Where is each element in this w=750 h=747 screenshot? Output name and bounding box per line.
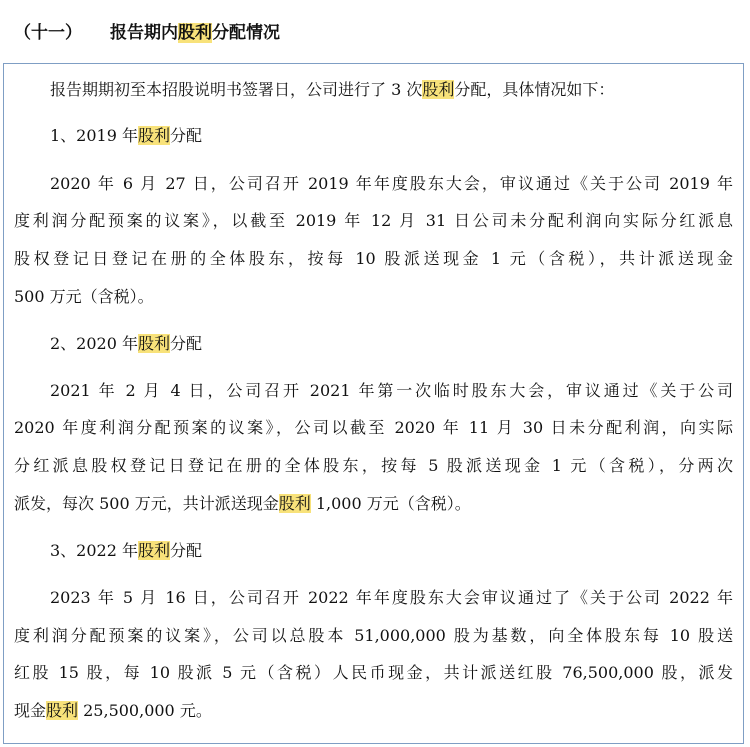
section-title: 报告期内股利分配情况 [110,22,280,43]
paragraph-line: 分红派息股权登记日登记在册的全体股东，按每 5 股派送现金 1 元（含税），分两次 [14,456,733,475]
section-number: （十一） [14,22,82,43]
subheading-2022: 3、2022 年股利分配 [50,541,203,560]
paragraph-line: 度利润分配预案的议案》，以截至 2019 年 12 月 31 日公司未分配利润向实际分红派息 [14,211,733,230]
subheading-2019: 1、2019 年股利分配 [50,126,203,145]
paragraph-line: 500 万元（含税）。 [14,287,154,306]
paragraph-line: 2021 年 2 月 4 日，公司召开 2021 年第一次临时股东大会，审议通过《关于公司 [50,381,733,400]
paragraph-line: 股权登记日登记在册的全体股东，按每 10 股派送现金 1 元（含税），共计派送现金 [14,249,733,268]
intro-line: 报告期期初至本招股说明书签署日，公司进行了 3 次股利分配，具体情况如下： [50,80,615,99]
paragraph-line: 度利润分配预案的议案》，公司以总股本 51,000,000 股为基数，向全体股东每 10 股送 [14,626,733,645]
paragraph-line: 现金股利 25,500,000 元。 [14,701,212,720]
paragraph-line: 2023 年 5 月 16 日，公司召开 2022 年年度股东大会审议通过了《关于公司 2022 年 [50,588,733,607]
paragraph-line: 派发，每次 500 万元，共计派送现金股利 1,000 万元（含税）。 [14,494,471,513]
section-heading [14,12,280,48]
paragraph-line: 2020 年 6 月 27 日，公司召开 2019 年年度股东大会，审议通过《关于公司 2019 年 [50,174,733,193]
subheading-2020: 2、2020 年股利分配 [50,334,203,353]
paragraph-line: 红股 15 股，每 10 股派 5 元（含税）人民币现金，共计派送红股 76,500,000 股，派发 [14,663,733,682]
content-box [3,63,744,744]
paragraph-line: 2020 年度利润分配预案的议案》，公司以截至 2020 年 11 月 30 日未分配利润，向实际 [14,418,733,437]
